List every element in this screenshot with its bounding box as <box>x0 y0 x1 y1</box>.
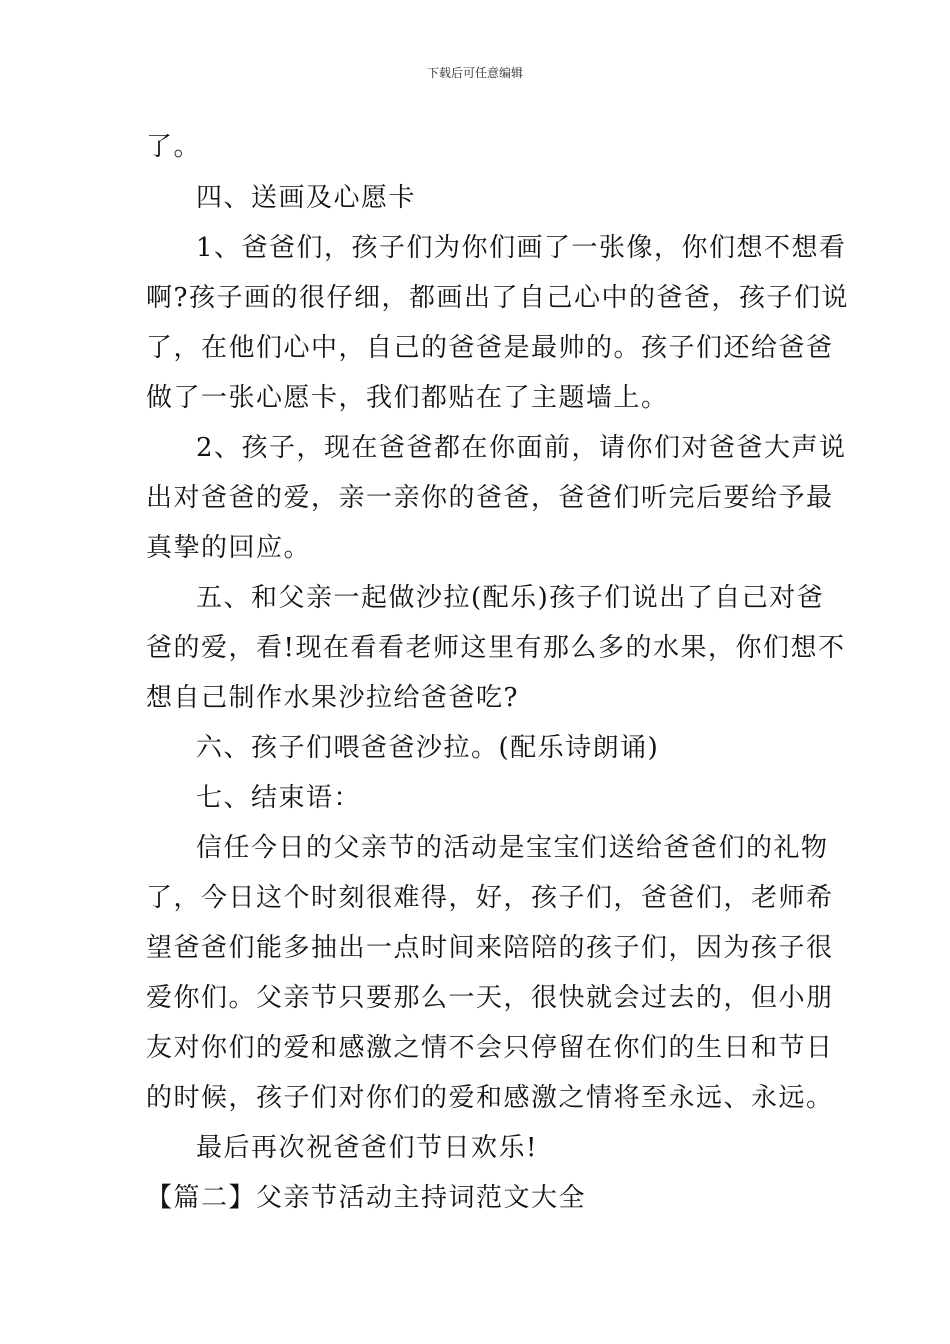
text-line: 了。 <box>146 132 202 162</box>
text-line: 望爸爸们能多抽出一点时间来陪陪的孩子们，因为孩子很 <box>146 933 834 963</box>
text-line: 爸的爱，看!现在看看老师这里有那么多的水果，你们想不 <box>146 633 846 663</box>
text-line: 友对你们的爱和感激之情不会只停留在你们的生日和节日 <box>146 1033 834 1063</box>
page-header: 下载后可任意编辑 <box>426 66 523 80</box>
section-heading-6: 六、孩子们喂爸爸沙拉。(配乐诗朗诵) <box>196 733 660 763</box>
text-line: 爱你们。父亲节只要那么一天，很快就会过去的，但小朋 <box>146 983 834 1013</box>
section-heading-7: 七、结束语： <box>196 783 362 813</box>
section-heading-4: 四、送画及心愿卡 <box>196 183 417 213</box>
text-line: 出对爸爸的爱，亲一亲你的爸爸，爸爸们听完后要给予最 <box>146 483 834 513</box>
text-line: 最后再次祝爸爸们节日欢乐! <box>196 1133 538 1163</box>
text-line: 真挚的回应。 <box>146 533 312 563</box>
article-title: 【篇二】父亲节活动主持词范文大全 <box>146 1183 587 1213</box>
text-line: 的时候，孩子们对你们的爱和感激之情将至永远、永远。 <box>146 1083 834 1113</box>
text-line: 啊?孩子画的很仔细，都画出了自己心中的爸爸，孩子们说 <box>146 283 849 313</box>
text-line: 了，在他们心中，自己的爸爸是最帅的。孩子们还给爸爸 <box>146 333 834 363</box>
section-heading-5: 五、和父亲一起做沙拉(配乐)孩子们说出了自己对爸 <box>196 583 825 613</box>
text-line: 做了一张心愿卡，我们都贴在了主题墙上。 <box>146 383 669 413</box>
text-line: 2、孩子，现在爸爸都在你面前，请你们对爸爸大声说 <box>196 433 847 463</box>
text-line: 想自己制作水果沙拉给爸爸吃? <box>146 683 519 713</box>
text-line: 信任今日的父亲节的活动是宝宝们送给爸爸们的礼物 <box>196 833 829 863</box>
text-line: 1、爸爸们，孩子们为你们画了一张像，你们想不想看 <box>196 233 847 263</box>
text-line: 了，今日这个时刻很难得，好，孩子们，爸爸们，老师希 <box>146 883 834 913</box>
